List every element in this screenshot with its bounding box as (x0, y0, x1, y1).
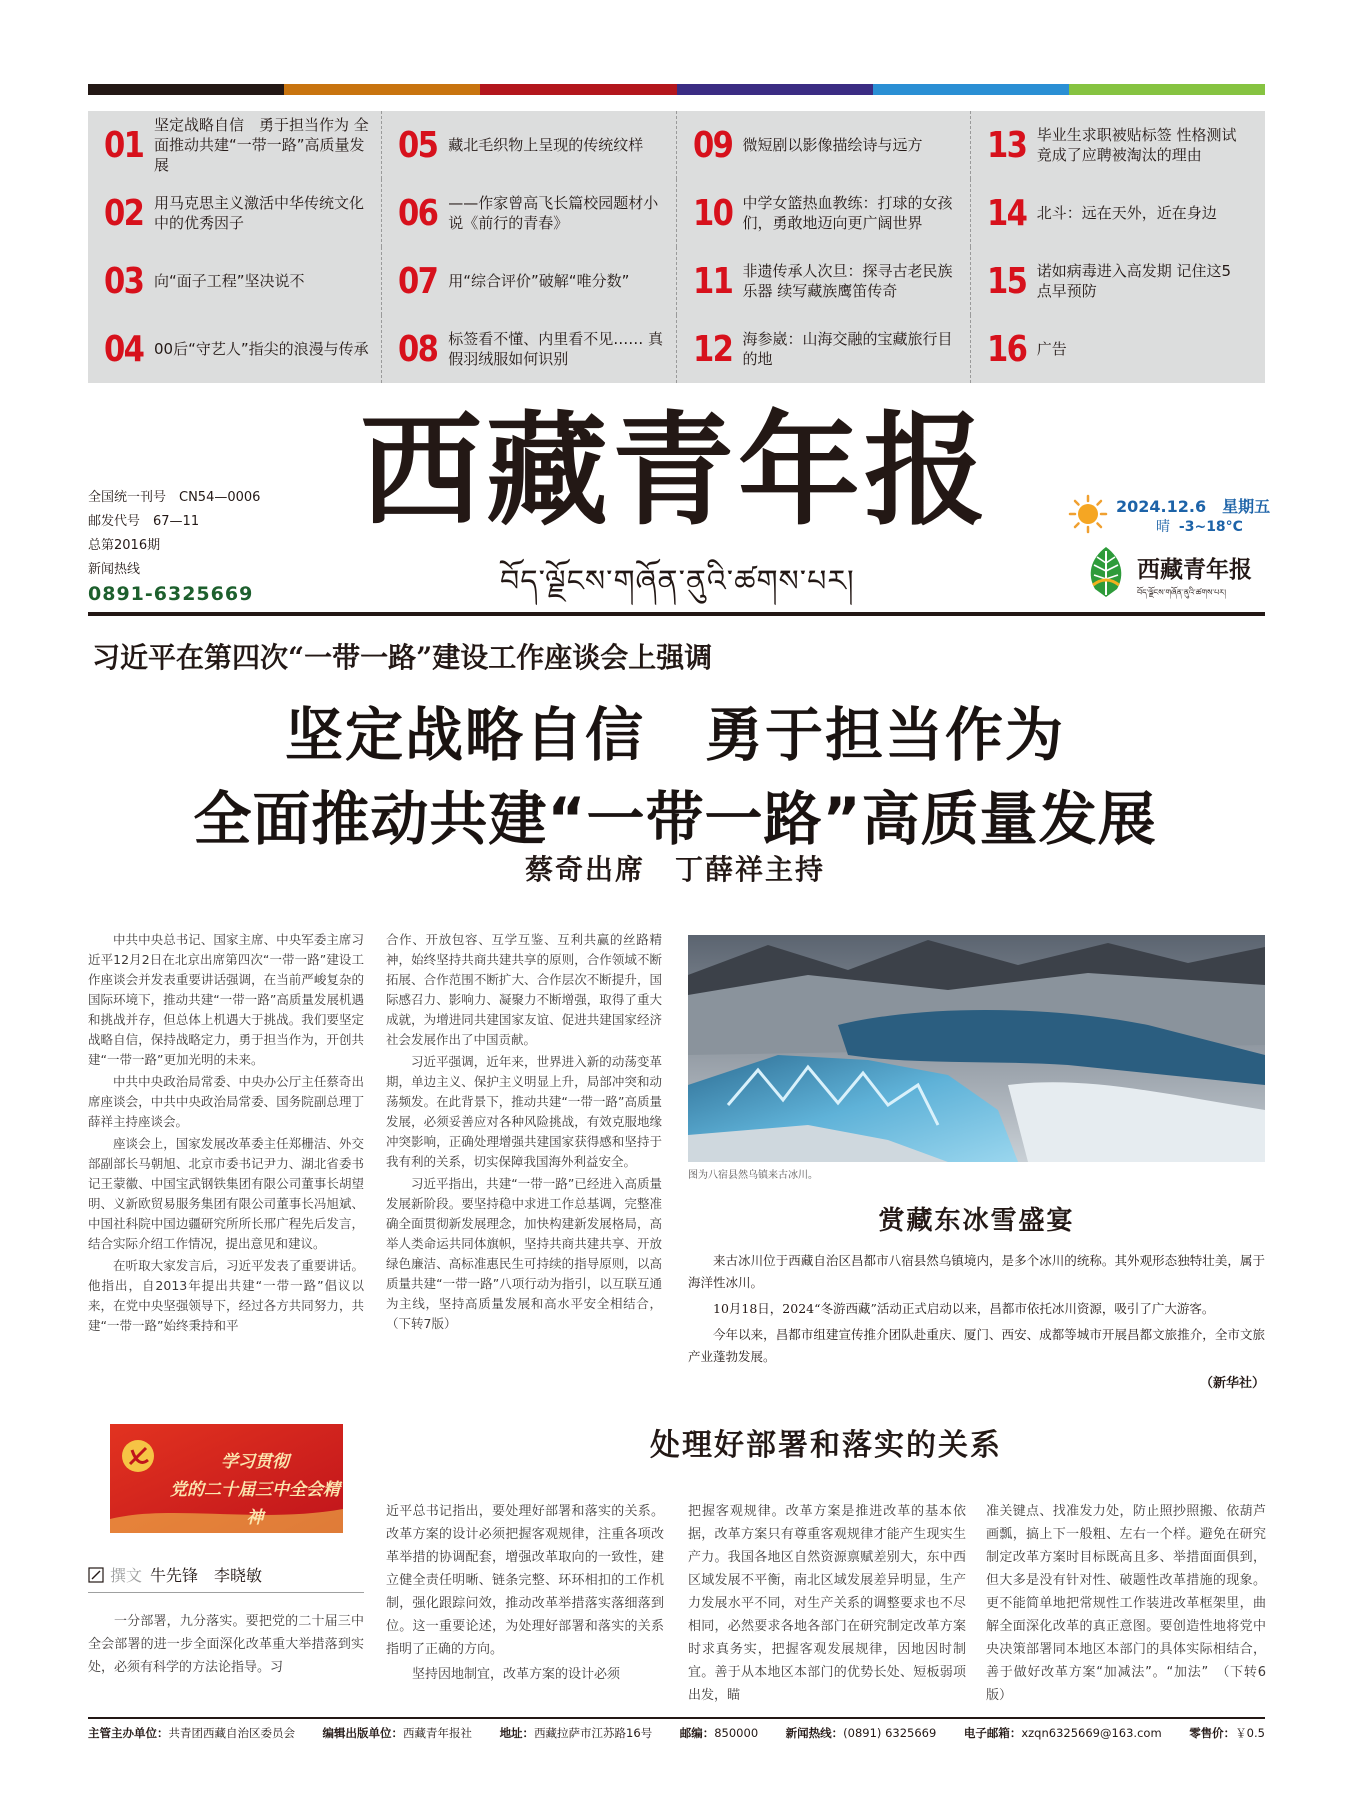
temperature-range: -3~18°C (1178, 519, 1243, 535)
lead-kicker: 习近平在第四次“一带一路”建设工作座谈会上强调 (92, 641, 713, 674)
hotline-label: 新闻热线 (88, 562, 141, 577)
toc-item[interactable] (88, 179, 382, 247)
toc-item-title: 00后“守艺人”指尖的浪漫与传承 (154, 340, 369, 358)
toc-page-number: 07 (398, 260, 438, 302)
paragraph: 准关键点、找准发力处，防止照抄照搬、依葫芦画瓢，搞上下一般粗、左右一个样。避免在研究制定改革方案时目标既高且多、举措面面俱到，但大多是没有针对性、破题性改革措施的现象。更不能简单地把常规性工作装进改革框架里，曲解全面深化改革的真正意图。要创造性地将党中央决策部署同本地区本部门的具体实际相结合，善于做好改革方案“加减法”。“加法” （下转6版） (986, 1504, 1266, 1703)
toc-page-number: 06 (398, 192, 438, 234)
masthead-divider (88, 612, 1265, 616)
toc-item-title: 中学女篮热血教练：打球的女孩们，勇敢地迈向更广阔世界 (742, 194, 953, 232)
footer-value: (0891) 6325669 (843, 1726, 937, 1740)
footer-value: xzqn6325669@163.com (1021, 1726, 1162, 1740)
footer-email[interactable] (964, 1725, 1162, 1741)
hotline-number: 0891-6325669 (88, 583, 254, 605)
footer-value: ￥0.5 (1235, 1726, 1265, 1740)
lead-subhead: 蔡奇出席 丁薛祥主持 (524, 853, 825, 886)
footer-phone (786, 1725, 937, 1741)
paragraph: 中共中央政治局常委、中央办公厅主任蔡奇出席座谈会，中共中央政治局常委、国务院副总理丁薛祥主持座谈会。 (88, 1074, 364, 1129)
color-segment (88, 84, 284, 95)
byline-label: 撰文 (110, 1566, 143, 1585)
masthead-title: 西藏青年报 (360, 398, 990, 542)
paragraph: 来古冰川位于西藏自治区昌都市八宿县然乌镇境内，是多个冰川的统称。其外观形态独特壮美，属于海洋性冰川。 (688, 1253, 1265, 1290)
promo-line: 党的二十届三中全会精神 (170, 1480, 340, 1528)
party-emblem-icon (122, 1440, 154, 1472)
feature-title: 赏藏东冰雪盛宴 (878, 1206, 1075, 1236)
toc-item[interactable] (677, 111, 971, 179)
toc-page-number: 03 (104, 260, 144, 302)
toc-item-title: 诺如病毒进入高发期 记住这5点早预防 (1036, 262, 1232, 300)
paragraph: 把握客观规律。改革方案是推进改革的基本依据，改革方案只有尊重客观规律才能产生现实生产力。我国各地区自然资源禀赋差别大，东中西区域发展不平衡，南北区域发展差异明显，生产力发展水平不同，对生产关系的调整要求也不尽相同，必然要求各地各部门在研究制定改革方案时求真务实，把握客观发展规律，因地因时制宜。善于从本地区本部门的优势长处、短板弱项出发，瞄 (688, 1504, 966, 1703)
paragraph: 一分部署，九分落实。要把党的二十届三中全会部署的进一步全面深化改革重大举措落到实处，必须有科学的方法论指导。习 (88, 1614, 364, 1675)
toc-page-number: 08 (398, 328, 438, 370)
footer-value: 共青团西藏自治区委员会 (168, 1726, 295, 1740)
toc-item[interactable] (677, 247, 971, 315)
footer-label: 零售价： (1189, 1726, 1236, 1740)
color-segment (284, 84, 480, 95)
paragraph: 近平总书记指出，要处理好部署和落实的关系。改革方案的设计必须把握客观规律，注重各项改革举措的协调配套，增强改革取向的一致性，建立健全责任明晰、链条完整、环环相扣的工作机制，强化跟踪问效，推动改革举措落实落细落到位。这一重要论述，为处理好部署和落实的关系指明了正确的方向。 (386, 1504, 664, 1657)
footer-sponsor (88, 1725, 295, 1741)
footer-label: 主管主办单位： (88, 1726, 169, 1740)
newspaper-logo (1085, 545, 1267, 605)
color-segment (873, 84, 1069, 95)
photo-caption: 图为八宿县然乌镇来古冰川。 (688, 1170, 818, 1181)
study-promo-banner[interactable] (110, 1424, 343, 1533)
promo-text (170, 1448, 340, 1532)
toc-item-title: 毕业生求职被贴标签 性格测试竟成了应聘被淘汰的理由 (1036, 126, 1237, 164)
toc-page-number: 02 (104, 192, 144, 234)
commentary-column-4 (986, 1500, 1266, 1709)
toc-item-title: 广告 (1036, 340, 1067, 358)
footer-label: 编辑出版单位： (322, 1726, 404, 1740)
toc-item-title: 海参崴：山海交融的宝藏旅行目的地 (742, 330, 953, 368)
toc-page-number: 11 (692, 260, 732, 302)
footer-value: 西藏拉萨市江苏路16号 (534, 1726, 653, 1740)
promo-line: 学习贯彻 (221, 1452, 289, 1472)
toc-item-title: 用“综合评价”破解“唯分数” (448, 272, 630, 290)
paragraph: 习近平强调，近年来，世界进入新的动荡变革期，单边主义、保护主义明显上升，局部冲突和动荡频发。在此背景下，推动共建“一带一路”高质量发展，必须妥善应对各种风险挑战，有效克服地缘冲突影响，正确处理增强共建国家获得感和坚持于我有利的关系，切实保障我国海外利益安全。 (386, 1054, 662, 1169)
footer-publisher (323, 1725, 473, 1741)
toc-page-number: 12 (692, 328, 732, 370)
commentary-column-3 (688, 1500, 966, 1709)
logo-tibetan: བོད་ལྗོངས་གཞོན་ནུའི་ཚགས་པར། (1137, 588, 1226, 597)
table-of-contents (88, 111, 1265, 383)
paragraph: 习近平指出，共建“一带一路”已经进入高质量发展新阶段。要坚持稳中求进工作总基调，完整准确全面贯彻新发展理念，加快构建新发展格局，高举人类命运共同体旗帜，坚持共商共建共享、开放绿色廉洁、高标准惠民生可持续的指导原则，以高质量共建“一带一路”八项行动为指引，以互联互通为主线，坚持高质量发展和高水平安全相结合，（下转7版） (386, 1176, 662, 1331)
weather-forecast (1156, 516, 1243, 536)
footer-zip (680, 1725, 758, 1741)
color-segment (677, 84, 873, 95)
glacier-photo (688, 935, 1265, 1162)
toc-page-number: 09 (692, 124, 732, 166)
footer-value: 西藏青年报社 (403, 1726, 473, 1740)
footer-value: 850000 (714, 1726, 759, 1740)
toc-item[interactable] (971, 247, 1249, 315)
toc-item[interactable] (971, 315, 1249, 383)
toc-item-title: 藏北毛织物上呈现的传统纹样 (448, 136, 644, 154)
color-segment (1069, 84, 1265, 95)
lead-headline-line2: 全面推动共建“一带一路”高质量发展 (193, 785, 1157, 853)
pen-icon (88, 1567, 104, 1583)
footer-price (1189, 1725, 1265, 1741)
toc-item[interactable] (382, 315, 676, 383)
paragraph: 座谈会上，国家发展改革委主任郑栅洁、外交部副部长马朝旭、北京市委书记尹力、湖北省委书记王蒙徽、中国宝武钢铁集团有限公司董事长胡望明、义新欧贸易服务集团有限公司董事长冯旭斌、中国社科院中国边疆研究所所长邢广程先后发言，结合实际介绍工作情况，提出意见和建议。 (88, 1136, 364, 1251)
toc-item[interactable] (677, 179, 971, 247)
toc-item[interactable] (971, 111, 1249, 179)
paragraph: 中共中央总书记、国家主席、中央军委主席习近平12月2日在北京出席第四次“一带一路”建设工作座谈会并发表重要讲话强调，在当前严峻复杂的国际环境下，推动共建“一带一路”高质量发展机遇和挑战并存，但总体上机遇大于挑战。我们要坚定战略自信，保持战略定力，勇于担当作为，开创共建“一带一路”更加光明的未来。 (88, 932, 364, 1067)
toc-item-title: 用马克思主义激活中华传统文化中的优秀因子 (154, 194, 365, 232)
toc-item[interactable] (88, 111, 382, 179)
logo-name: 西藏青年报 (1137, 556, 1252, 583)
toc-item-title: 非遗传承人次旦：探寻古老民族乐器 续写藏族鹰笛传奇 (742, 262, 953, 300)
toc-page-number: 05 (398, 124, 438, 166)
paragraph: 坚持因地制宜，改革方案的设计必须 (412, 1667, 621, 1682)
feature-source: （新华社） (1200, 1376, 1266, 1391)
masthead-tibetan: བོད་ལྗོངས་གཞོན་ནུའི་ཚགས་པར། (500, 564, 855, 599)
paragraph: 10月18日，2024“冬游西藏”活动正式启动以来，昌都市依托冰川资源，吸引了广大游客。 (713, 1301, 1215, 1316)
weather-condition: 晴 (1156, 519, 1170, 535)
color-segment (480, 84, 676, 95)
toc-item[interactable] (88, 315, 382, 383)
toc-page-number: 01 (104, 124, 144, 166)
toc-page-number: 14 (986, 192, 1026, 234)
toc-item-title: 向“面子工程”坚决说不 (154, 272, 305, 290)
toc-item-title: 标签看不懂、内里看不见…… 真假羽绒服如何识别 (448, 330, 664, 368)
toc-item[interactable] (382, 247, 676, 315)
toc-page-number: 15 (986, 260, 1026, 302)
toc-item[interactable] (382, 179, 676, 247)
toc-item-title: 北斗：远在天外，近在身边 (1036, 204, 1217, 222)
lead-column-2 (386, 930, 662, 1336)
weather-box (1068, 492, 1271, 542)
toc-page-number: 13 (986, 124, 1026, 166)
issn-line: 全国统一刊号 CN54—0006 (88, 490, 261, 505)
lead-column-1 (88, 930, 364, 1338)
postal-code-line: 邮发代号 67—11 (88, 514, 200, 529)
publication-info (88, 486, 260, 606)
top-color-bar (88, 84, 1265, 95)
byline (88, 1563, 364, 1593)
feature-body (688, 1250, 1265, 1372)
toc-item-title: 微短剧以影像描绘诗与远方 (742, 136, 923, 154)
footer-divider (88, 1717, 1265, 1719)
toc-item-title: ——作家曾高飞长篇校园题材小说《前行的青春》 (448, 194, 659, 232)
footer-address (500, 1725, 653, 1741)
paragraph: 在听取大家发言后，习近平发表了重要讲话。他指出，自2013年提出共建“一带一路”倡议以来，在党中央坚强领导下，经过各方共同努力，共建“一带一路”始终秉持和平 (88, 1258, 364, 1333)
paragraph: 合作、开放包容、互学互鉴、互利共赢的丝路精神，始终坚持共商共建共享的原则，合作领域不断拓展、合作范围不断扩大、合作层次不断提升，国际感召力、影响力、凝聚力不断增强，取得了重大成就，为增进同共建国家友谊、促进共建国家经济社会发展作出了中国贡献。 (386, 932, 662, 1047)
toc-page-number: 04 (104, 328, 144, 370)
toc-item[interactable] (88, 247, 382, 315)
commentary-title: 处理好部署和落实的关系 (650, 1428, 1002, 1463)
commentary-column-1 (88, 1610, 364, 1681)
footer (88, 1725, 1265, 1741)
footer-label: 邮编： (679, 1726, 715, 1740)
toc-item-title: 坚定战略自信 勇于担当作为 全面推动共建“一带一路”高质量发展 (154, 116, 369, 174)
footer-label: 新闻热线： (785, 1726, 844, 1740)
toc-item[interactable] (382, 111, 676, 179)
toc-page-number: 10 (692, 192, 732, 234)
toc-item[interactable] (971, 179, 1249, 247)
issue-date: 2024.12.6 星期五 (1116, 497, 1271, 516)
paragraph: 今年以来，昌都市组建宣传推介团队赴重庆、厦门、西安、成都等城市开展昌都文旅推介，全市文旅产业蓬勃发展。 (688, 1327, 1265, 1364)
byline-authors: 牛先锋 李晓敏 (150, 1566, 263, 1585)
footer-label: 电子邮箱： (963, 1726, 1022, 1740)
lead-headline-line1: 坚定战略自信 勇于担当作为 (284, 701, 1065, 769)
sun-icon (1068, 494, 1108, 534)
toc-page-number: 16 (986, 328, 1026, 370)
leaf-logo-icon (1085, 545, 1127, 599)
commentary-column-2 (386, 1500, 664, 1688)
footer-label: 地址： (499, 1726, 535, 1740)
issue-number-line: 总第2016期 (88, 538, 161, 553)
toc-item[interactable] (677, 315, 971, 383)
